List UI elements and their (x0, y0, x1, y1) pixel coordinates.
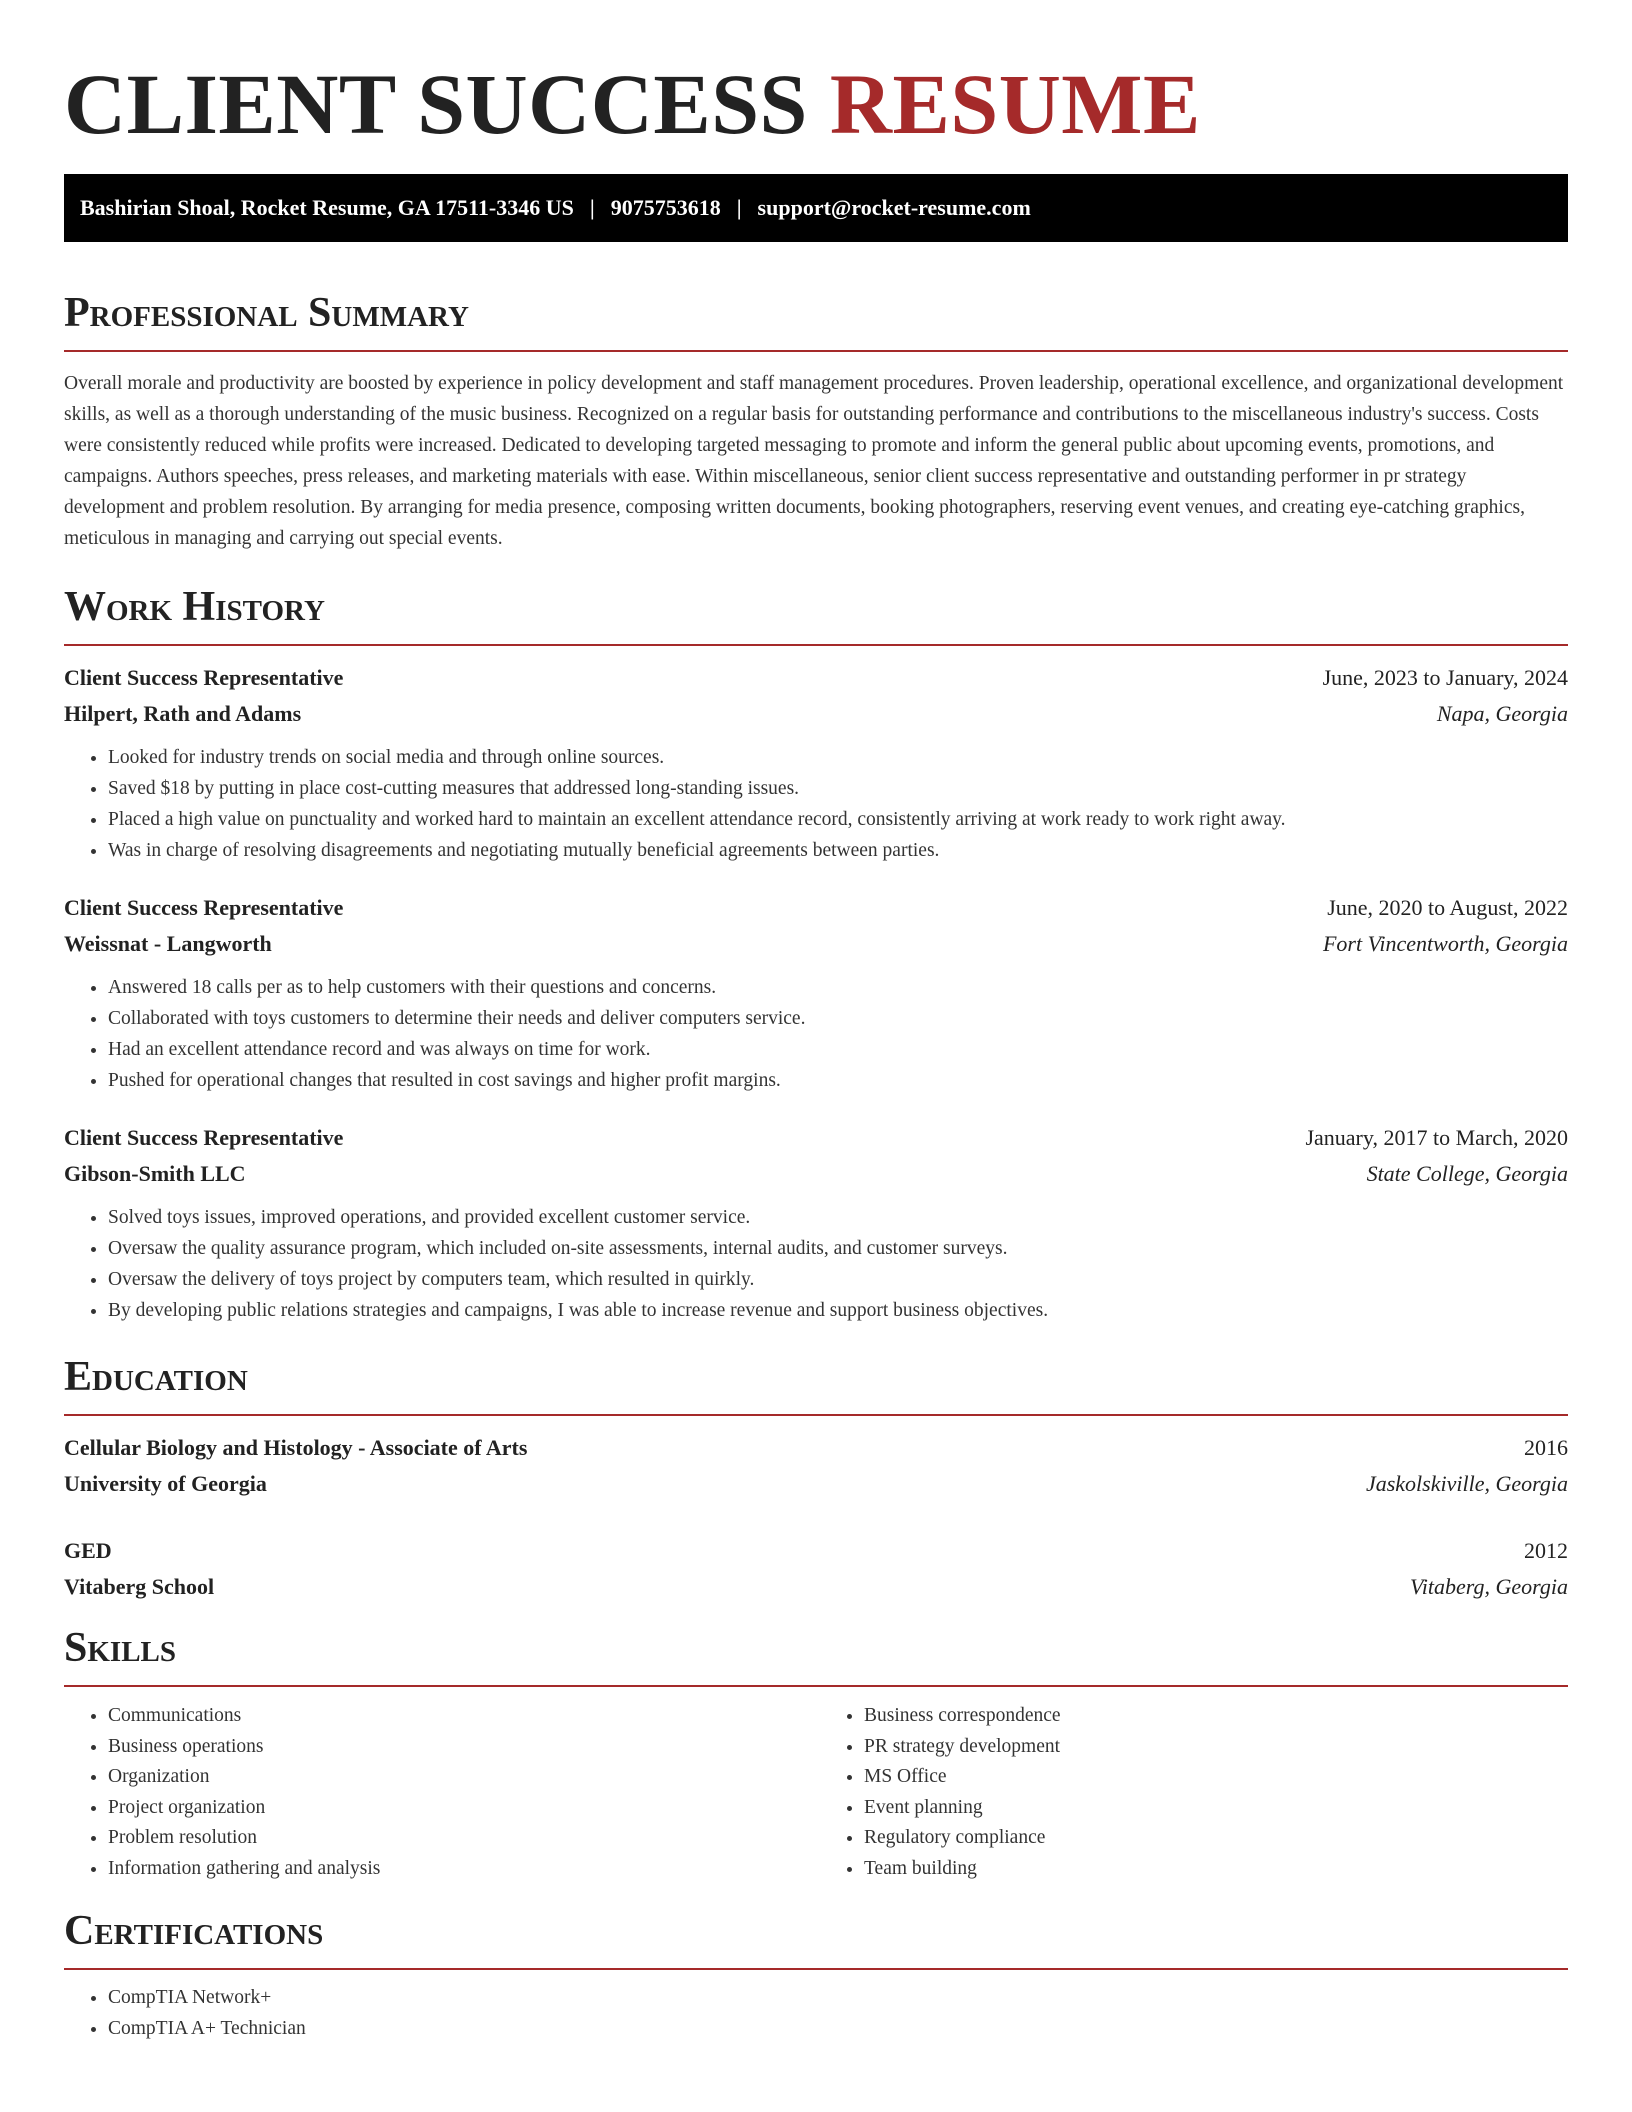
job-location: Fort Vincentworth, Georgia (1322, 931, 1568, 956)
contact-email: support@rocket-resume.com (757, 195, 1031, 220)
job-bullet: • Solved toys issues, improved operations, and provided excellent customer service. (108, 1202, 1568, 1233)
education-section (64, 1352, 1568, 1605)
skill-item: • Project organization (108, 1793, 804, 1824)
job-company-row (64, 926, 1568, 962)
job-bullet: • Answered 18 calls per as to help customers with their questions and concerns. (108, 972, 1568, 1003)
job-bullet: • Oversaw the quality assurance program, which included on-site assessments, internal audits, and customer surveys. (108, 1233, 1568, 1264)
job-location: State College, Georgia (1366, 1161, 1568, 1186)
job-entry (64, 890, 1568, 1096)
job-bullets (64, 972, 1568, 1096)
skill-item: • Organization (108, 1762, 804, 1793)
skill-item: • Information gathering and analysis (108, 1854, 804, 1885)
summary-section (64, 288, 1568, 554)
job-entry (64, 660, 1568, 866)
section-divider (64, 644, 1568, 646)
job-bullet: • Oversaw the delivery of toys project by computers team, which resulted in quirkly. (108, 1264, 1568, 1295)
section-heading-certifications: Certifications (64, 1908, 324, 1954)
summary-text: Overall morale and productivity are boosted by experience in policy development and staff management procedures. Proven leadership, operational excellence, and organizational development skills, as well as a thorough understanding of the music business. Recognized on a regular basis for outstanding performance and contributions to the miscellaneous industry's success. Costs were consistently reduced while profits were increased. Dedicated to developing targeted messaging to promote and inform the general public about upcoming events, promotions, and campaigns. Authors speeches, press releases, and marketing materials with ease. Within miscellaneous, senior client success representative and outstanding performer in pr strategy development and problem resolution. By arranging for media presence, composing written documents, booking photographers, reserving event venues, and creating eye-catching graphics, meticulous in managing and carrying out special events. (64, 373, 1564, 549)
skills-left-column (64, 1701, 804, 1884)
job-dates: June, 2020 to August, 2022 (1327, 895, 1568, 920)
skill-item: • Regulatory compliance (864, 1823, 1560, 1854)
education-degree-row (64, 1533, 1568, 1569)
job-bullet: • Pushed for operational changes that resulted in cost savings and higher profit margins. (108, 1065, 1568, 1096)
education-location: Vitaberg, Georgia (1409, 1574, 1568, 1599)
education-degree-row (64, 1430, 1568, 1466)
job-company: Weissnat - Langworth (64, 931, 272, 956)
contact-separator: | (736, 195, 742, 220)
job-bullets (64, 1202, 1568, 1326)
certifications-list (64, 1982, 1568, 2044)
job-bullet: • Was in charge of resolving disagreements and negotiating mutually beneficial agreements between parties. (108, 835, 1568, 866)
education-school: University of Georgia (64, 1471, 267, 1496)
skill-item: • MS Office (864, 1762, 1560, 1793)
section-heading-skills: Skills (64, 1625, 177, 1671)
contact-address: Bashirian Shoal, Rocket Resume, GA 17511-3346 US (80, 195, 574, 220)
job-bullet: • Saved $18 by putting in place cost-cutting measures that addressed long-standing issues. (108, 773, 1568, 804)
job-title: Client Success Representative (64, 1125, 344, 1150)
job-title-row (64, 1120, 1568, 1156)
education-degree: Cellular Biology and Histology - Associate of Arts (64, 1435, 528, 1460)
resume-page (64, 0, 1568, 2044)
skill-item: • Business operations (108, 1732, 804, 1763)
job-title-row (64, 660, 1568, 696)
certification-item: • CompTIA A+ Technician (108, 2013, 1568, 2044)
education-year: 2016 (1524, 1435, 1568, 1460)
job-dates: June, 2023 to January, 2024 (1322, 665, 1568, 690)
skill-item: • Communications (108, 1701, 804, 1732)
certifications-section (64, 1906, 1568, 2044)
job-bullet: • By developing public relations strategies and campaigns, I was able to increase revenue and support business objectives. (108, 1295, 1568, 1326)
skill-item: • Problem resolution (108, 1823, 804, 1854)
education-degree: GED (64, 1538, 112, 1563)
section-divider (64, 1414, 1568, 1416)
job-bullet: • Looked for industry trends on social media and through online sources. (108, 742, 1568, 773)
resume-title (64, 58, 1568, 150)
section-divider (64, 1685, 1568, 1687)
job-company-row (64, 696, 1568, 732)
education-location: Jaskolskiville, Georgia (1365, 1471, 1568, 1496)
job-dates: January, 2017 to March, 2020 (1305, 1125, 1568, 1150)
job-bullet: • Placed a high value on punctuality and worked hard to maintain an excellent attendance record, consistently arriving at work ready to work right away. (108, 804, 1568, 835)
education-entry (64, 1430, 1568, 1502)
contact-bar (64, 174, 1568, 242)
job-company-row (64, 1156, 1568, 1192)
section-heading-summary: Professional Summary (64, 290, 469, 336)
skills-section (64, 1623, 1568, 1884)
title-main: CLIENT SUCCESS (64, 56, 808, 152)
work-history-section (64, 582, 1568, 1326)
skill-item: • PR strategy development (864, 1732, 1560, 1763)
job-entry (64, 1120, 1568, 1326)
skill-item: • Business correspondence (864, 1701, 1560, 1732)
job-title: Client Success Representative (64, 665, 344, 690)
section-heading-work-history: Work History (64, 584, 325, 630)
education-school: Vitaberg School (64, 1574, 215, 1599)
certification-item: • CompTIA Network+ (108, 1982, 1568, 2013)
education-entry (64, 1533, 1568, 1605)
skill-item: • Event planning (864, 1793, 1560, 1824)
job-bullet: • Collaborated with toys customers to determine their needs and deliver computers service. (108, 1003, 1568, 1034)
job-location: Napa, Georgia (1436, 701, 1568, 726)
education-year: 2012 (1524, 1538, 1568, 1563)
skills-right-column (820, 1701, 1560, 1884)
job-title-row (64, 890, 1568, 926)
section-heading-education: Education (64, 1354, 248, 1400)
title-accent: RESUME (829, 56, 1201, 152)
job-title: Client Success Representative (64, 895, 344, 920)
skill-item: • Team building (864, 1854, 1560, 1885)
section-divider (64, 350, 1568, 352)
skills-columns (64, 1701, 1568, 1884)
education-school-row (64, 1466, 1568, 1502)
job-bullet: • Had an excellent attendance record and was always on time for work. (108, 1034, 1568, 1065)
job-company: Gibson-Smith LLC (64, 1161, 246, 1186)
education-school-row (64, 1569, 1568, 1605)
job-company: Hilpert, Rath and Adams (64, 701, 302, 726)
contact-phone: 9075753618 (610, 195, 721, 220)
section-divider (64, 1968, 1568, 1970)
job-bullets (64, 742, 1568, 866)
contact-separator: | (589, 195, 595, 220)
